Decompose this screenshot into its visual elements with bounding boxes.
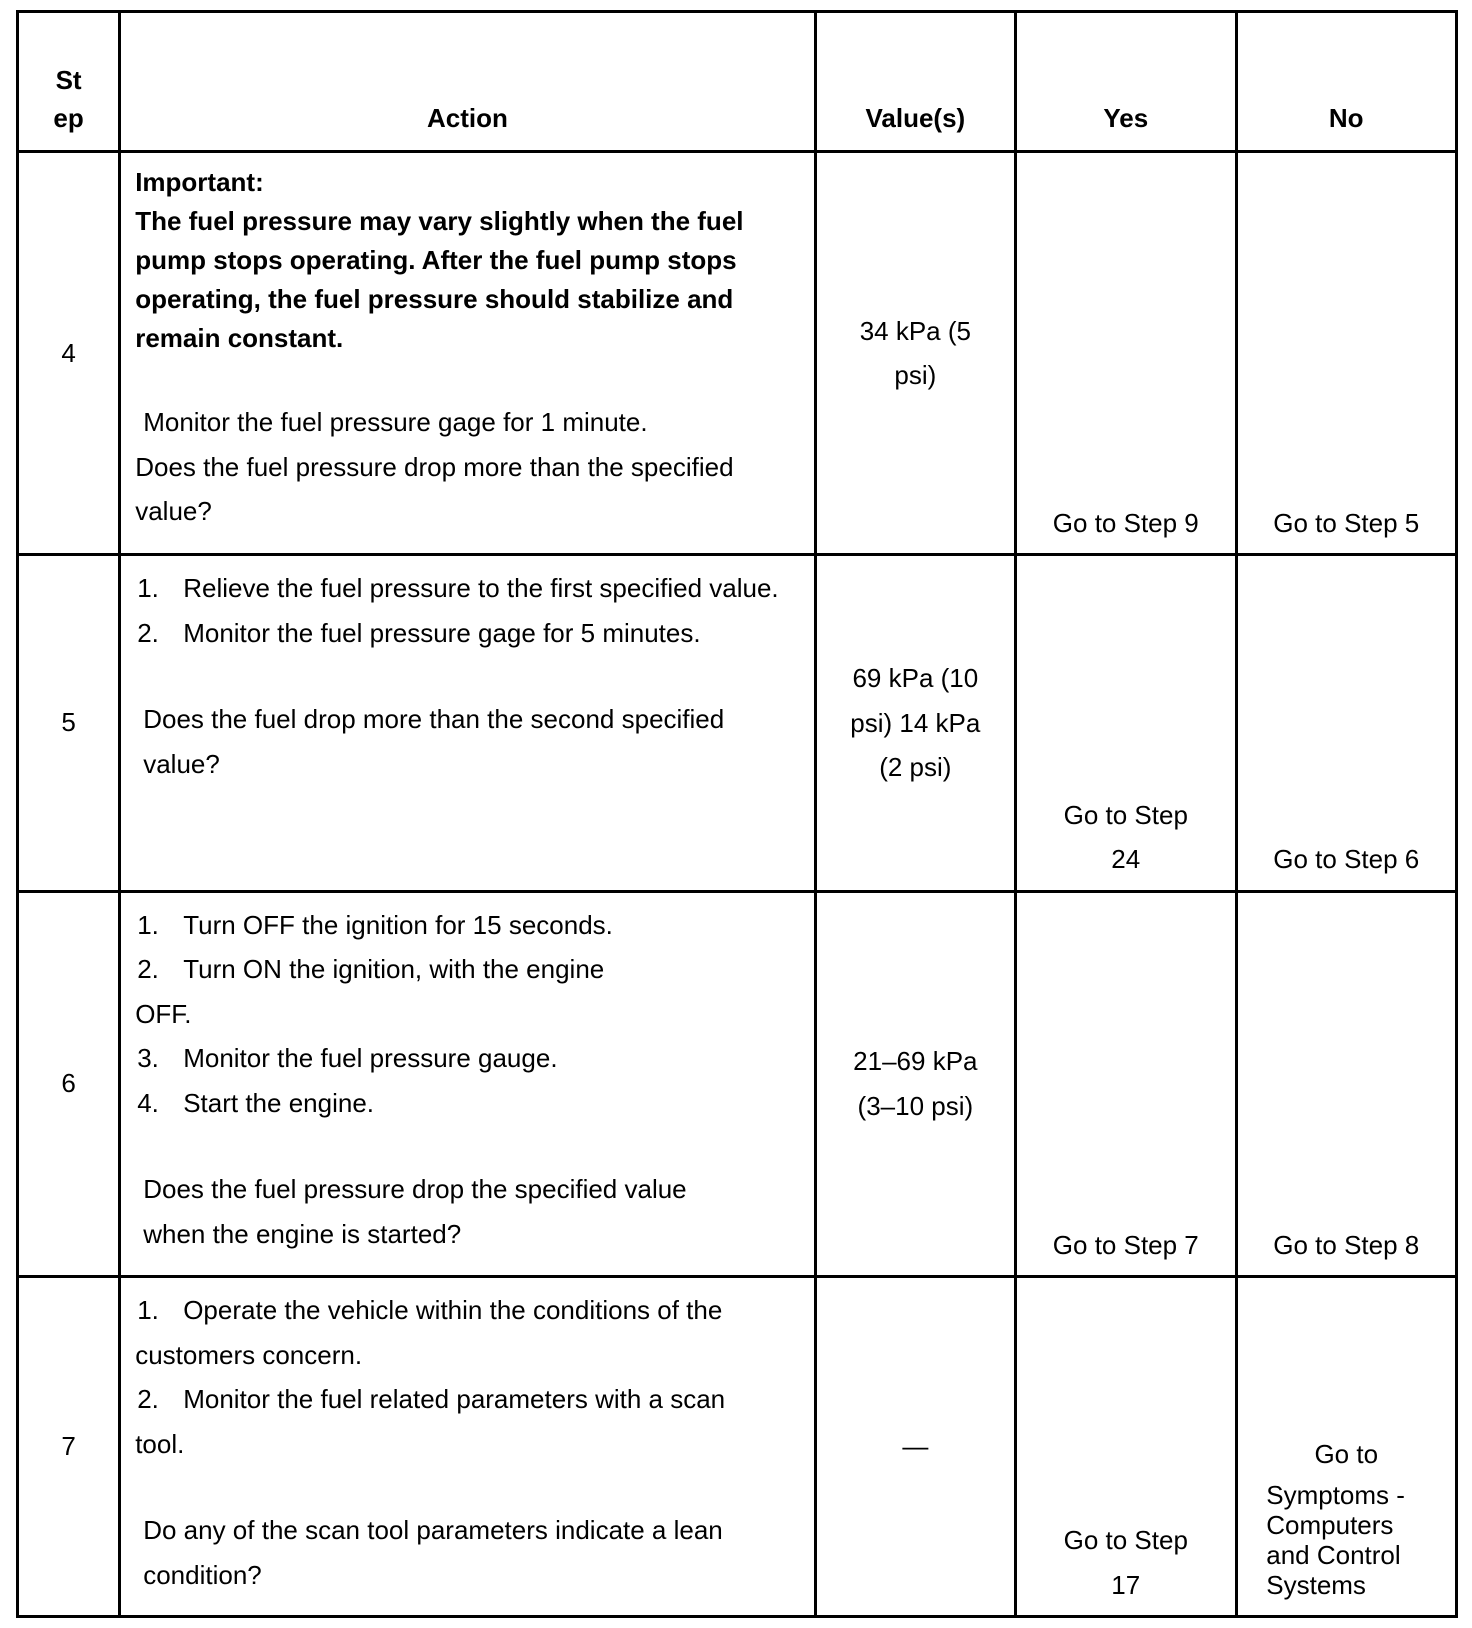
step-number: 7 (18, 1277, 120, 1617)
yes-cell (1016, 152, 1236, 555)
question: Do any of the scan tool parameters indicate a lean condition? (143, 1515, 723, 1590)
value-cell (815, 555, 1015, 892)
yes-cell (1016, 1277, 1236, 1617)
yes-link[interactable]: Go to Step 9 (1052, 507, 1199, 538)
action-cell (120, 152, 815, 555)
no-cell (1236, 891, 1457, 1277)
step-number: 5 (18, 555, 120, 892)
question: Does the fuel drop more than the second specified value? (143, 704, 725, 779)
instruction: 2. Monitor the fuel related parameters with a scan tool. (135, 1384, 726, 1459)
action-cell (120, 555, 815, 892)
header-action: Action (120, 12, 815, 152)
header-yes: Yes (1016, 12, 1236, 152)
value-text: 21–69 kPa (3–10 psi) (853, 1046, 978, 1121)
table-row-step-6 (18, 891, 1457, 1277)
instruction: 3. Monitor the fuel pressure gauge. (137, 1043, 558, 1074)
step-number: 6 (18, 891, 120, 1277)
action-cell (120, 1277, 815, 1617)
value-cell (815, 1277, 1015, 1617)
step-number: 4 (18, 152, 120, 555)
header-step: St ep (18, 12, 120, 152)
instruction: 4. Start the engine. (137, 1087, 375, 1118)
header-row (18, 12, 1457, 152)
value-text: — (902, 1431, 929, 1462)
table-row-step-5 (18, 555, 1457, 892)
yes-cell (1016, 555, 1236, 892)
table-row-step-7 (18, 1277, 1457, 1617)
value-cell (815, 891, 1015, 1277)
value-text: 69 kPa (10 psi) 14 kPa (2 psi) (850, 663, 981, 783)
no-link[interactable]: Go to Step 6 (1273, 844, 1420, 875)
no-cell (1236, 152, 1457, 555)
question: Does the fuel pressure drop more than the specified value? (135, 451, 734, 526)
value-cell (815, 152, 1015, 555)
no-link[interactable]: Go to Step 5 (1273, 507, 1420, 538)
instruction: 1. Turn OFF the ignition for 15 seconds. (137, 909, 613, 940)
important-label: Important: (135, 167, 264, 197)
no-cell (1236, 1277, 1457, 1617)
header-no: No (1236, 12, 1457, 152)
no-link[interactable]: Go to Step 8 (1273, 1229, 1420, 1260)
instruction: 1. Operate the vehicle within the conditions of the customers concern. (135, 1295, 723, 1370)
yes-link[interactable]: Go to Step 17 (1063, 1525, 1188, 1600)
no-link-line2[interactable]: Symptoms - Computers and Control Systems (1266, 1479, 1405, 1600)
table-row-step-4 (18, 152, 1457, 555)
diagnostic-table (16, 10, 1458, 1618)
yes-link[interactable]: Go to Step 7 (1052, 1229, 1199, 1260)
instruction: 2. Monitor the fuel pressure gage for 5 minutes. (137, 617, 701, 648)
important-text: The fuel pressure may vary slightly when the fuel pump stops operating. After the fuel pump stops operating, the fuel pressure should stabilize and remain constant. (135, 206, 744, 353)
instruction: Monitor the fuel pressure gage for 1 minute. (143, 407, 648, 437)
no-link-line1[interactable]: Go to (1314, 1438, 1379, 1469)
no-cell (1236, 555, 1457, 892)
header-values: Value(s) (815, 12, 1015, 152)
value-text: 34 kPa (5 psi) (859, 315, 971, 391)
action-cell (120, 891, 815, 1277)
yes-link[interactable]: Go to Step 24 (1063, 799, 1188, 875)
instruction: 1. Relieve the fuel pressure to the first specified value. (137, 573, 779, 604)
question: Does the fuel pressure drop the specified value when the engine is started? (143, 1174, 687, 1249)
instruction: 2. Turn ON the ignition, with the engine OFF. (135, 954, 605, 1029)
yes-cell (1016, 891, 1236, 1277)
